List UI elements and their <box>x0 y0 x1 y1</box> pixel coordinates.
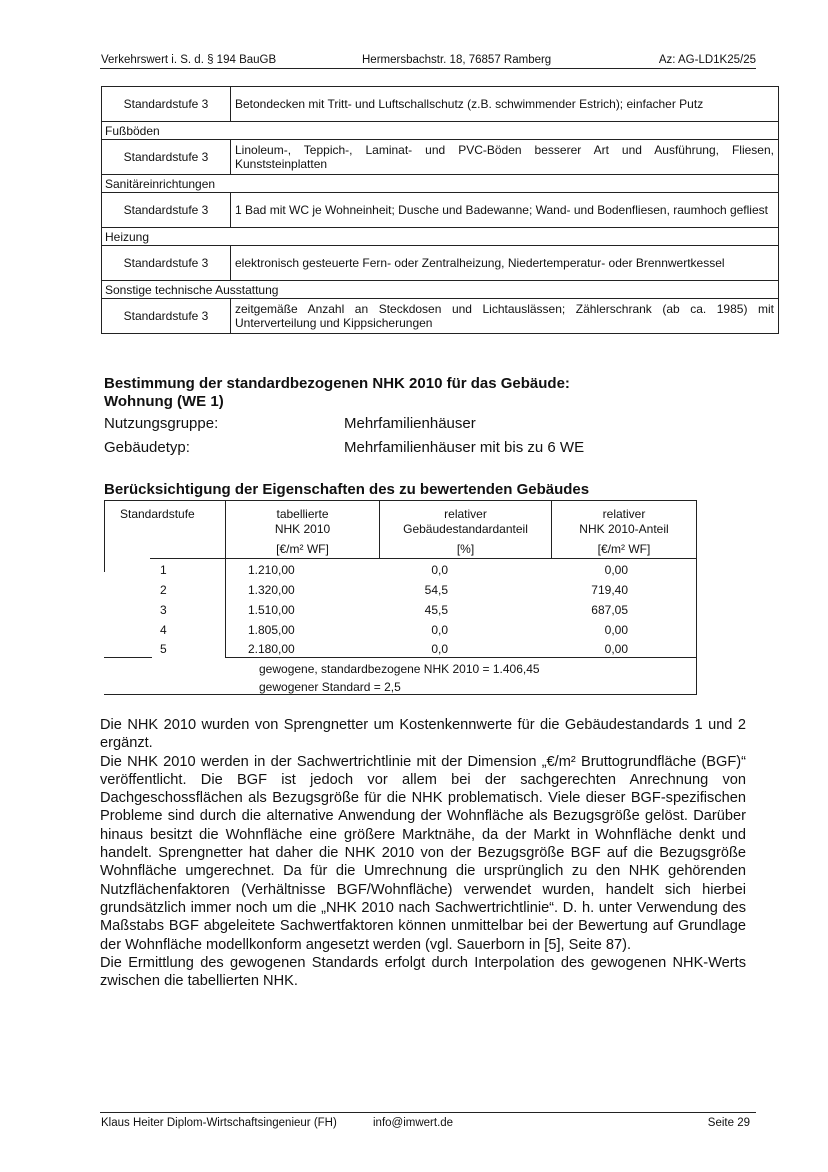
spec-row <box>102 140 779 175</box>
row-anteil: 54,5 <box>424 583 448 597</box>
spec-description: zeitgemäße Anzahl an Steckdosen und Lichtauslässen; Zählerschrank (ab ca. 1985) mit Unterverteilung und Kippsicherungen <box>231 299 779 334</box>
body-text <box>100 716 746 990</box>
row-nhk: 1.805,00 <box>248 623 295 637</box>
spec-section-label: Sonstige technische Ausstattung <box>102 281 779 299</box>
nhk-heading-unit: Wohnung (WE 1) <box>104 393 224 410</box>
spec-level: Standardstufe 3 <box>102 140 231 175</box>
spec-section-label: Heizung <box>102 228 779 246</box>
spec-section-row <box>102 228 779 246</box>
nhk-heading: Bestimmung der standardbezogenen NHK 2010 für das Gebäude: <box>104 375 570 392</box>
row-nhk-anteil: 0,00 <box>604 623 628 637</box>
header-reference: Az: AG-LD1K25/25 <box>658 54 756 66</box>
header-standardstufe: Standardstufe <box>120 507 195 521</box>
row-stufe: 2 <box>160 583 167 597</box>
usage-value: Mehrfamilienhäuser <box>344 415 476 432</box>
spec-row <box>102 299 779 334</box>
paragraph: Die NHK 2010 wurden von Sprengnetter um Kostenkennwerte für die Gebäudestandards 1 und 2 ergänzt. <box>100 717 746 752</box>
header-relativer-2: relativer <box>602 507 646 521</box>
row-anteil: 0,0 <box>431 642 448 656</box>
nhk-table-bottom-rule <box>104 694 696 695</box>
spec-row <box>102 246 779 281</box>
row-stufe: 5 <box>160 642 167 656</box>
footer-email: info@imwert.de <box>373 1117 454 1129</box>
footer-rule <box>100 1112 756 1113</box>
row-nhk: 1.210,00 <box>248 563 295 577</box>
footer-page-number: Seite 29 <box>707 1117 750 1129</box>
spec-description: Betondecken mit Tritt- und Luftschallschutz (z.B. schwimmender Estrich); einfacher Putz <box>231 87 779 122</box>
row-nhk-anteil: 0,00 <box>604 563 628 577</box>
nhk-header-rule <box>150 558 696 559</box>
spec-row <box>102 193 779 228</box>
building-type-value: Mehrfamilienhäuser mit bis zu 6 WE <box>344 439 585 456</box>
spec-level: Standardstufe 3 <box>102 299 231 334</box>
header-nhk-anteil: NHK 2010-Anteil <box>579 522 669 536</box>
header-nhk: NHK 2010 <box>274 522 331 536</box>
spec-description: Linoleum-, Teppich-, Laminat- und PVC-Böden besserer Art und Ausführung, Fliesen, Kunststeinplatten <box>231 140 779 175</box>
row-stufe: 3 <box>160 603 167 617</box>
spec-section-label: Fußböden <box>102 122 779 140</box>
spec-description: 1 Bad mit WC je Wohneinheit; Dusche und Badewanne; Wand- und Bodenfliesen, raumhoch gefliest <box>231 193 779 228</box>
nhk-rows-rule <box>104 657 152 658</box>
spec-level: Standardstufe 3 <box>102 87 231 122</box>
header-rule <box>100 68 756 69</box>
spec-description: elektronisch gesteuerte Fern- oder Zentralheizung, Niedertemperatur- oder Brennwertkessel <box>231 246 779 281</box>
row-anteil: 0,0 <box>431 563 448 577</box>
row-nhk: 1.510,00 <box>248 603 295 617</box>
spec-section-row <box>102 122 779 140</box>
header-tabellierte: tabellierte <box>276 507 329 521</box>
header-percent-unit: [%] <box>456 542 475 556</box>
nhk-rows-rule <box>226 657 696 658</box>
weighted-standard-summary: gewogener Standard = 2,5 <box>259 680 401 694</box>
header-address: Hermersbachstr. 18, 76857 Ramberg <box>362 54 552 66</box>
row-nhk: 2.180,00 <box>248 642 295 656</box>
paragraph: Die Ermittlung des gewogenen Standards erfolgt durch Interpolation des gewogenen NHK-Werts zwischen die tabellierten NHK. <box>100 954 746 990</box>
spec-section-label: Sanitäreinrichtungen <box>102 175 779 193</box>
header-nhk-unit: [€/m² WF] <box>276 542 329 556</box>
row-nhk-anteil: 687,05 <box>591 603 628 617</box>
row-stufe: 1 <box>160 563 167 577</box>
weighted-nhk-summary: gewogene, standardbezogene NHK 2010 = 1.406,45 <box>259 662 540 676</box>
header-left: Verkehrswert i. S. d. § 194 BauGB <box>101 54 277 66</box>
header-relativer: relativer <box>444 507 487 521</box>
spec-row <box>102 87 779 122</box>
usage-label: Nutzungsgruppe: <box>104 415 219 432</box>
spec-table <box>101 86 779 334</box>
row-nhk: 1.320,00 <box>248 583 295 597</box>
row-anteil: 0,0 <box>431 623 448 637</box>
row-anteil: 45,5 <box>424 603 448 617</box>
nhk-table-left-rule <box>104 500 105 572</box>
nhk-table-right-rule <box>696 500 697 695</box>
row-stufe: 4 <box>160 623 167 637</box>
row-nhk-anteil: 0,00 <box>604 642 628 656</box>
nhk-table-top-rule <box>104 500 696 501</box>
spec-section-row <box>102 175 779 193</box>
header-gebaeudestandardanteil: Gebäudestandardanteil <box>403 522 528 536</box>
building-type-label: Gebäudetyp: <box>104 439 190 456</box>
spec-section-row <box>102 281 779 299</box>
row-nhk-anteil: 719,40 <box>591 583 628 597</box>
properties-heading: Berücksichtigung der Eigenschaften des zu bewertenden Gebäudes <box>104 481 590 498</box>
footer-author: Klaus Heiter Diplom-Wirtschaftsingenieur (FH) <box>101 1117 337 1129</box>
spec-level: Standardstufe 3 <box>102 193 231 228</box>
spec-level: Standardstufe 3 <box>102 246 231 281</box>
header-nhk-anteil-unit: [€/m² WF] <box>597 542 651 556</box>
paragraph: Die NHK 2010 werden in der Sachwertrichtlinie mit der Dimension „€/m² Bruttogrundfläche (BGF)“ veröffentlicht. Die BGF ist jedoch vor allem bei der sachgerechten Anrechnung von Dachgeschossflächen als Bezugsgröße für die NHK problematisch. Viele dieser BGF-spezifischen Probleme sind durch die alternative Anwendung der Wohnfläche als Bezugsgröße gelöst. Darüber hinaus besitzt die Wohnfläche eine größere Marktnähe, da der Markt in Wohnfläche denkt und handelt. Sprengnetter hat daher die NHK 2010 von der Bezugsgröße BGF auf die Bezugsgröße Wohnfläche umgerechnet. Da für die Umrechnung die ursprünglich zu den NHK gehörenden Nutzflächenfaktoren (Verhältnisse BGF/Wohnfläche) verwendet wurden, handelt sich hierbei grundsätzlich immer noch um die „NHK 2010 nach Sachwertrichtlinie“. D. h. unter Verwendung des Maßstabs BGF abgeleitete Sachwertfaktoren können unmittelbar bei der Bewertung auf Grundlage der Wohnfläche modellkonform angesetzt werden (vgl. Sauerborn in [5], Seite 87). <box>100 753 746 953</box>
